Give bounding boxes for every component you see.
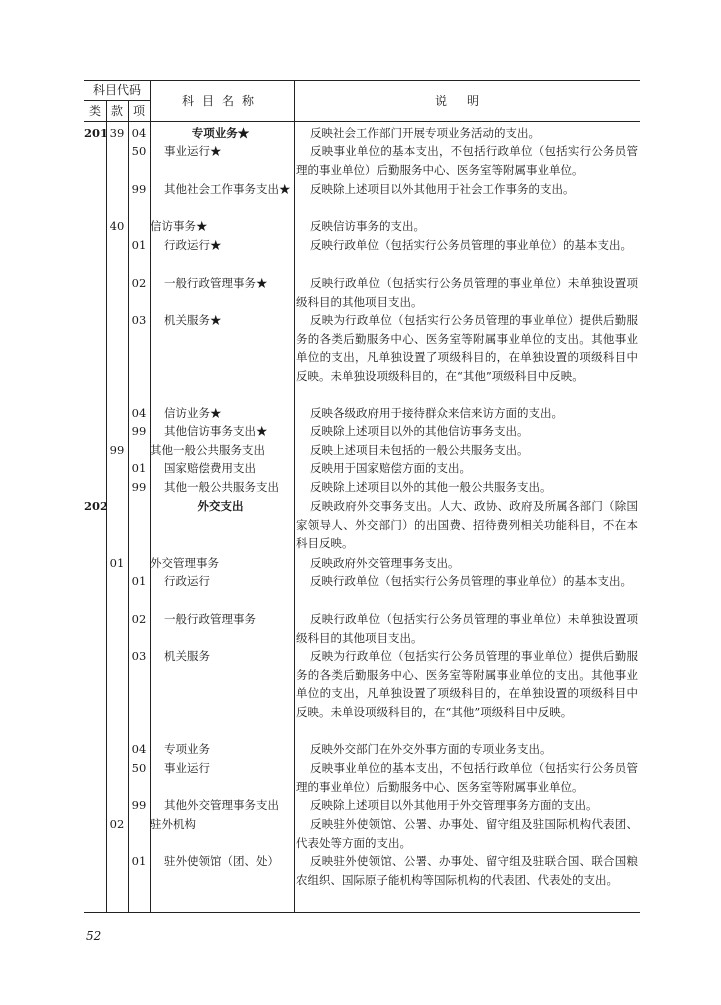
row-kuan-code: 39	[109, 126, 125, 140]
table-body	[84, 122, 640, 913]
row-xiang-code: 01	[131, 461, 147, 475]
row-subject-name: 外交支出	[197, 499, 244, 513]
row-subject-name: 驻外机构	[150, 817, 196, 831]
row-xiang-code: 99	[131, 480, 147, 494]
row-description: 反映政府外交事务支出。人大、政协、政府及所属各部门（除国家领导人、外交部门）的出国费、招待费列相关功能科目，不在本科目反映。	[296, 499, 638, 550]
row-description: 反映事业单位的基本支出，不包括行政单位（包括实行公务员管理的事业单位）后勤服务中心、医务室等附属事业单位。	[296, 761, 638, 794]
row-xiang-code: 50	[131, 144, 147, 158]
row-description: 反映行政单位（包括实行公务员管理的事业单位）未单独设置项级科目的其他项目支出。	[296, 612, 638, 645]
row-kuan-code: 40	[109, 219, 125, 233]
row-description: 反映除上述项目以外的其他信访事务支出。	[310, 424, 529, 438]
row-subject-name: 专项业务★	[191, 126, 250, 140]
row-description: 反映各级政府用于接待群众来信来访方面的支出。	[310, 406, 563, 420]
row-subject-name: 事业运行★	[164, 144, 222, 158]
row-xiang-code: 03	[131, 649, 147, 663]
row-description: 反映上述项目未包括的一般公共服务支出。	[310, 443, 529, 457]
row-subject-name: 机关服务★	[164, 313, 222, 327]
row-kuan-code: 02	[109, 817, 125, 831]
row-description: 反映行政单位（包括实行公务员管理的事业单位）的基本支出。	[310, 238, 632, 252]
row-description: 反映外交部门在外交外事方面的专项业务支出。	[310, 742, 552, 756]
header-lei: 类	[88, 104, 101, 118]
header-kuan: 款	[110, 104, 123, 118]
column-divider	[106, 122, 107, 912]
row-description: 反映用于国家赔偿方面的支出。	[310, 461, 471, 475]
row-xiang-code: 01	[131, 854, 147, 868]
row-subject-name: 其他一般公共服务支出	[164, 480, 279, 494]
row-lei-code: 201	[84, 126, 109, 140]
page-number: 52	[86, 929, 102, 943]
row-subject-name: 行政运行★	[164, 238, 222, 252]
row-xiang-code: 50	[131, 761, 147, 775]
header-desc: 说明	[434, 94, 499, 108]
row-subject-name: 其他信访事务支出★	[164, 424, 268, 438]
row-description: 反映为行政单位（包括实行公务员管理的事业单位）提供后勤服务的各类后勤服务中心、医务室等附属事业单位的支出。其他事业单位的支出，凡单独设置了项级科目的，在单独设置的项级科目中反映。未单独设项级科目的，在“其他”项级科目中反映。	[296, 313, 638, 383]
header-divider	[150, 81, 151, 121]
column-divider	[150, 122, 151, 912]
table-header	[84, 80, 640, 122]
header-code-title: 科目代码	[84, 81, 150, 101]
row-xiang-code: 04	[131, 406, 147, 420]
row-description: 反映社会工作部门开展专项业务活动的支出。	[310, 126, 540, 140]
row-description: 反映行政单位（包括实行公务员管理的事业单位）的基本支出。	[310, 574, 632, 588]
row-xiang-code: 99	[131, 182, 147, 196]
row-description: 反映政府外交管理事务支出。	[310, 556, 460, 570]
row-description: 反映除上述项目以外其他用于社会工作事务的支出。	[310, 182, 575, 196]
header-divider	[294, 81, 295, 121]
row-subject-name: 其他一般公共服务支出	[150, 443, 265, 457]
row-subject-name: 机关服务	[164, 649, 210, 663]
row-xiang-code: 99	[131, 798, 147, 812]
row-xiang-code: 01	[131, 238, 147, 252]
row-subject-name: 其他社会工作事务支出★	[164, 182, 291, 196]
row-subject-name: 其他外交管理事务支出	[164, 798, 279, 812]
row-subject-name: 国家赔偿费用支出	[164, 461, 256, 475]
row-kuan-code: 01	[109, 556, 125, 570]
row-xiang-code: 02	[131, 276, 147, 290]
row-subject-name: 信访业务★	[164, 406, 222, 420]
row-subject-name: 信访事务★	[150, 219, 208, 233]
row-xiang-code: 04	[131, 126, 147, 140]
header-xiang: 项	[132, 104, 145, 118]
row-kuan-code: 99	[109, 443, 125, 457]
row-xiang-code: 01	[131, 574, 147, 588]
row-description: 反映行政单位（包括实行公务员管理的事业单位）未单独设置项级科目的其他项目支出。	[296, 276, 638, 309]
row-description: 反映信访事务的支出。	[310, 219, 425, 233]
row-subject-name: 一般行政管理事务★	[164, 276, 268, 290]
row-subject-name: 行政运行	[164, 574, 210, 588]
header-divider	[128, 101, 129, 121]
header-divider	[106, 101, 107, 121]
row-description: 反映事业单位的基本支出，不包括行政单位（包括实行公务员管理的事业单位）后勤服务中心、医务室等附属事业单位。	[296, 144, 638, 177]
row-xiang-code: 02	[131, 612, 147, 626]
row-subject-name: 驻外使领馆（团、处）	[164, 854, 279, 868]
row-subject-name: 事业运行	[164, 761, 210, 775]
column-divider	[294, 122, 295, 912]
row-lei-code: 202	[84, 499, 109, 513]
budget-subject-table	[84, 80, 640, 913]
row-subject-name: 一般行政管理事务	[164, 612, 256, 626]
row-description: 反映除上述项目以外的其他一般公共服务支出。	[310, 480, 552, 494]
row-subject-name: 专项业务	[164, 742, 210, 756]
row-xiang-code: 99	[131, 424, 147, 438]
header-name: 科目名称	[181, 94, 262, 108]
row-xiang-code: 03	[131, 313, 147, 327]
row-description: 反映驻外使领馆、公署、办事处、留守组及驻国际机构代表团、代表处等方面的支出。	[296, 817, 638, 850]
row-description: 反映为行政单位（包括实行公务员管理的事业单位）提供后勤服务的各类后勤服务中心、医务室等附属事业单位的支出。其他事业单位的支出，凡单独设置了项级科目的，在单独设置的项级科目中反映。未单设项级科目的，在“其他”项级科目中反映。	[296, 649, 638, 719]
row-subject-name: 外交管理事务	[150, 556, 219, 570]
row-xiang-code: 04	[131, 742, 147, 756]
row-description: 反映除上述项目以外其他用于外交管理事务方面的支出。	[310, 798, 598, 812]
row-description: 反映驻外使领馆、公署、办事处、留守组及驻联合国、联合国粮农组织、国际原子能机构等国际机构的代表团、代表处的支出。	[296, 854, 638, 887]
